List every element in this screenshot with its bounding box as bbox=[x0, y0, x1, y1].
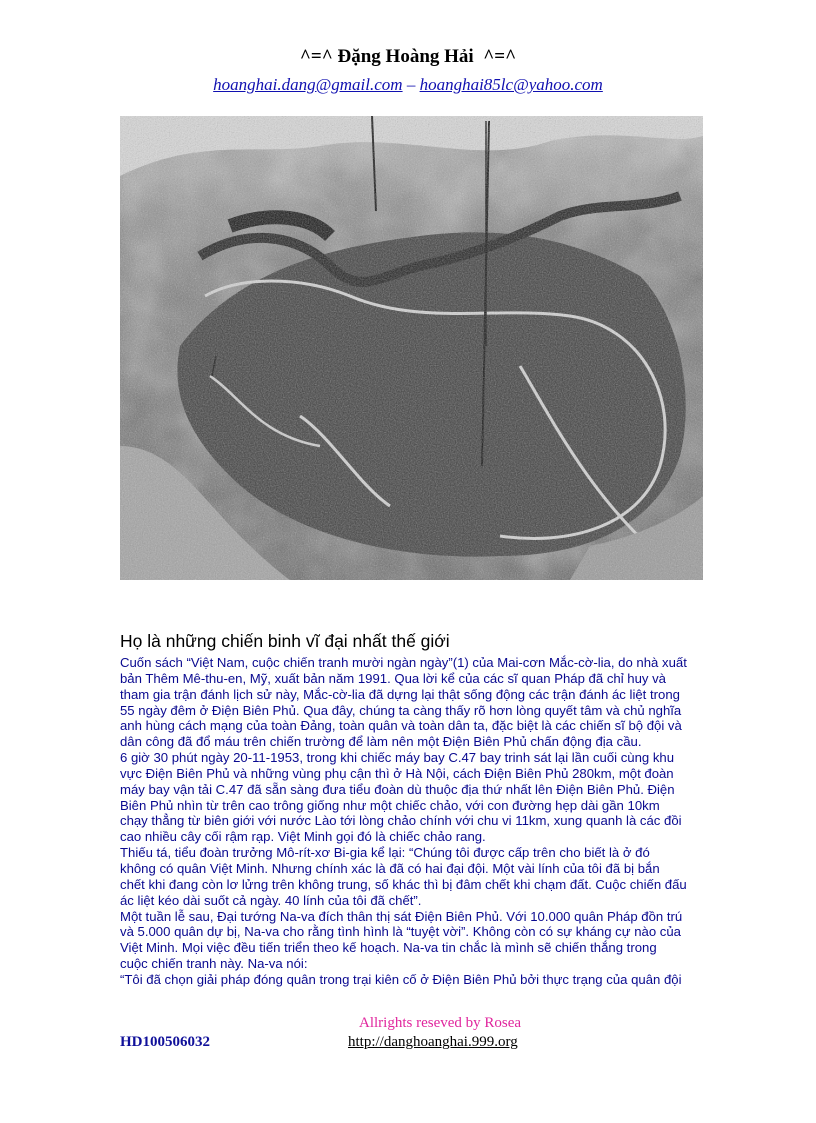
aerial-photo-dien-bien-phu bbox=[120, 116, 703, 580]
body-line: Một tuần lễ sau, Đại tướng Na-va đích thân thị sát Điện Biên Phủ. Với 10.000 quân Pháp đồn trú bbox=[120, 908, 683, 924]
body-line: 55 ngày đêm ở Điện Biên Phủ. Qua đây, chúng ta càng thấy rõ hơn lòng quyết tâm và chủ nghĩa bbox=[120, 702, 682, 718]
body-line: Cuốn sách “Việt Nam, cuộc chiến tranh mười ngàn ngày”(1) của Mai-cơn Mắc-cờ-lia, do nhà xuất bbox=[120, 655, 687, 670]
body-line: Thiếu tá, tiểu đoàn trưởng Mô-rít-xơ Bi-gia kể lại: “Chúng tôi được cấp trên cho biết là ở đó bbox=[120, 845, 650, 861]
website-link[interactable]: http://danghoanghai.999.org bbox=[348, 1034, 518, 1050]
body-line: chết khi đang còn lơ lửng trên không trung, số khác thì bị đâm chết khi chạm đất. Cuộc chiến đấu bbox=[120, 876, 687, 892]
body-line: ác liệt kéo dài suốt cả ngày. 40 lính của tôi đã chết”. bbox=[120, 892, 422, 908]
article-body bbox=[120, 655, 705, 988]
body-line: cao nhiều cây cối rậm rạp. Việt Minh gọi đó là chiếc chảo rang. bbox=[120, 829, 486, 845]
body-line: tham gia trận đánh lịch sử này, Mắc-cờ-lia đã dựng lại thật sống động các trận đánh ác liệt trong bbox=[120, 686, 680, 702]
aerial-photo-drawing bbox=[120, 116, 703, 580]
body-line: “Tôi đã chọn giải pháp đóng quân trong trại kiên cố ở Điện Biên Phủ bởi thực trạng của quân đội bbox=[120, 971, 682, 987]
author-emails bbox=[0, 75, 816, 95]
body-line: Biên Phủ nhìn từ trên cao trông giống như một chiếc chảo, với con đường hẹp dài gần 10km bbox=[120, 797, 660, 813]
author-header: ^=^ Đặng Hoàng Hải ^=^ bbox=[299, 46, 517, 67]
copyright-notice: Allrights reseved by Rosea bbox=[359, 1015, 522, 1031]
email-link-gmail[interactable]: hoanghai.dang@gmail.com bbox=[213, 75, 403, 94]
body-line: và 5.000 quân dự bị, Na-va cho rằng tình hình là “tuyệt vời”. Không còn có sự kháng cự nào của bbox=[120, 924, 681, 940]
body-line: Việt Minh. Mọi việc đều tiến triển theo kế hoạch. Na-va tin chắc là mình sẽ chiến thắng trong bbox=[120, 940, 657, 956]
email-separator: – bbox=[402, 75, 420, 94]
body-line: dân công đã đổ máu trên chiến trường để làm nên một Điện Biên Phủ chấn động địa cầu. bbox=[120, 734, 642, 750]
body-line: chạy thẳng từ biên giới với nước Lào tới lòng chảo chính với chu vi 11km, xung quanh là các đồi bbox=[120, 813, 682, 829]
body-line: cuộc chiến tranh này. Na-va nói: bbox=[120, 956, 308, 972]
body-line: anh hùng cách mạng của toàn Đảng, toàn quân và toàn dân ta, đặc biệt là các chiến sĩ bộ đội và bbox=[120, 718, 682, 734]
body-line: không có quân Việt Minh. Nhưng chính xác là đã có hai đại đội. Một vài lính của tôi đã bị bắn bbox=[120, 860, 660, 876]
body-line: vực Điện Biên Phủ và những vùng phụ cận thì ở Hà Nội, cách Điện Biên Phủ 280km, một đoàn bbox=[120, 765, 674, 781]
body-line: máy bay vận tải C.47 đã sẵn sàng đưa tiểu đoàn dù thuộc địa thứ nhất lên Điện Biên Phủ. Điện bbox=[120, 781, 675, 797]
document-code: HD100506032 bbox=[120, 1034, 210, 1050]
email-link-yahoo[interactable]: hoanghai85lc@yahoo.com bbox=[419, 75, 603, 94]
body-line: bản Thêm Mê-thu-en, Mỹ, xuất bản năm 1991. Qua lời kể của các sĩ quan Pháp đã chỉ huy và bbox=[120, 670, 666, 686]
article-title: Họ là những chiến binh vĩ đại nhất thế giới bbox=[120, 631, 450, 651]
body-line: 6 giờ 30 phút ngày 20-11-1953, trong khi chiếc máy bay C.47 bay trinh sát lại lần cuối cùng khu bbox=[120, 750, 675, 766]
